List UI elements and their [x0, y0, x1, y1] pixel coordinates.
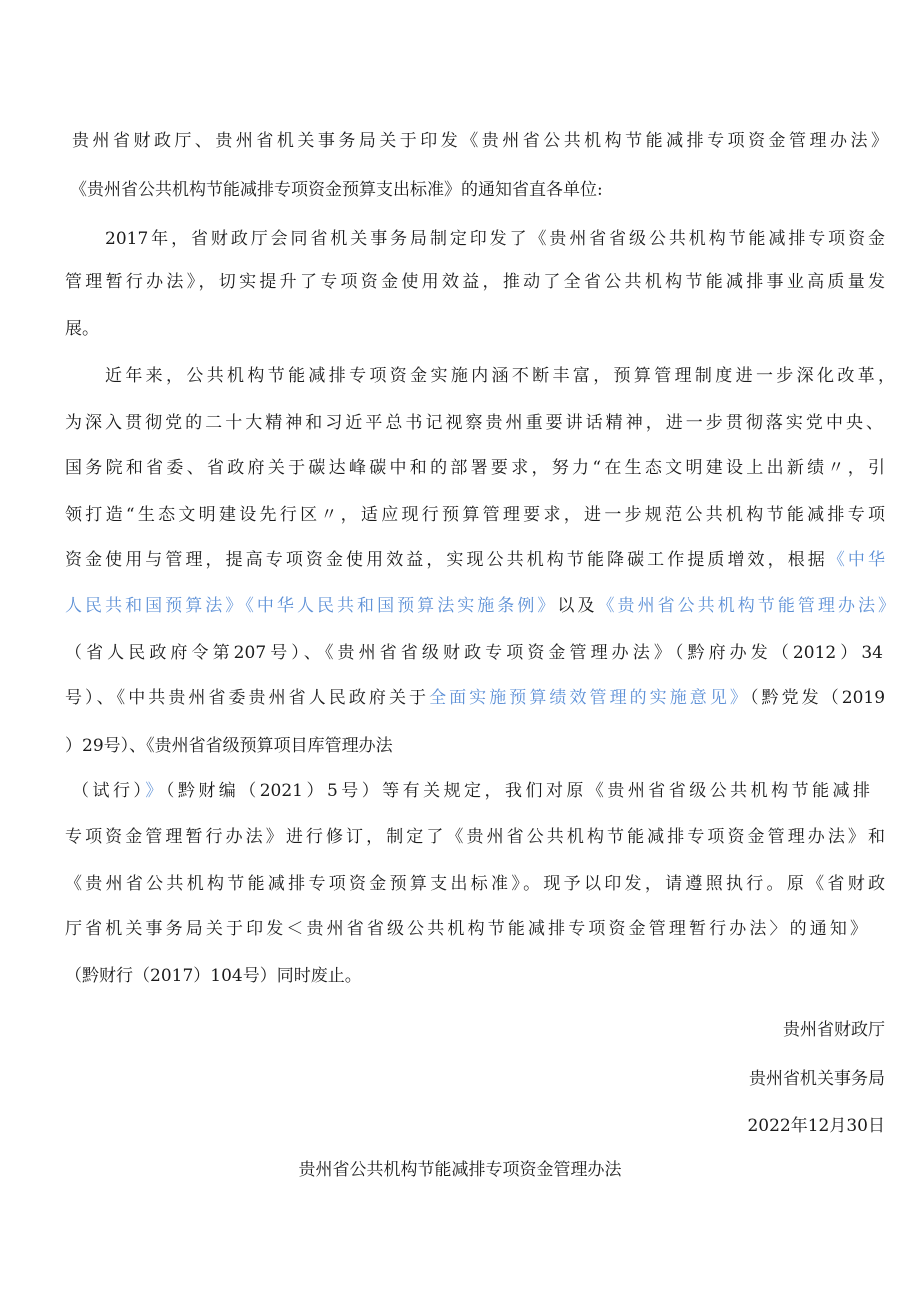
- link-energy-management-measures[interactable]: 《贵州省公共机构节能管理办法》: [597, 596, 896, 616]
- paragraph-text: 管理暂行办法》，切实提升了专项资金使用效益，推动了全省公共机构节能减排事业高质量发: [65, 272, 885, 292]
- paragraph-2-line-7: [65, 641, 883, 665]
- paragraph-text: 领打造“生态文明建设先行区〃，适应现行预算管理要求，进一步规范公共机构节能减排专项: [65, 505, 885, 525]
- paragraph-2-line-9: [65, 734, 393, 758]
- paragraph-3-line-2: [65, 825, 885, 849]
- attachment-title-text: 贵州省公共机构节能减排专项资金管理办法: [298, 1160, 622, 1180]
- link-budget-law[interactable]: 《中华: [827, 550, 886, 570]
- paragraph-text: ）29号）、《贵州省省级预算项目库管理办法: [65, 736, 393, 756]
- paragraph-text: 近年来，公共机构节能减排专项资金实施内涵不断丰富，预算管理制度进一步深化改革，: [105, 366, 895, 386]
- paragraph-text: （黔财编（2021）5号）等有关规定，我们对原《贵州省省级公共机构节能减排: [165, 781, 871, 801]
- paragraph-3-line-1: [72, 779, 870, 803]
- paragraph-1-line-3: [65, 317, 99, 341]
- date-text: 2022年12月30日: [747, 1116, 885, 1136]
- paragraph-2-line-6: [65, 594, 895, 618]
- link-budget-law-regulations[interactable]: 人民共和国预算法》《中华人民共和国预算法实施条例》: [65, 596, 558, 616]
- paragraph-text: 《贵州省公共机构节能减排专项资金预算支出标准》。现予以印发，请遵照执行。原《省财政: [65, 874, 885, 894]
- paragraph-3-line-4: [65, 917, 867, 941]
- paragraph-2-line-4: [65, 503, 885, 527]
- notice-heading-line-2: [70, 178, 603, 202]
- paragraph-3-line-5: [65, 964, 362, 988]
- issue-date: [747, 1114, 885, 1138]
- paragraph-text: （试行）: [72, 781, 146, 801]
- link-project-library-measures[interactable]: 》: [145, 781, 166, 801]
- heading-text-1: 贵州省财政厅、贵州省机关事务局关于印发《贵州省公共机构节能减排专项资金管理办法》: [72, 131, 888, 151]
- heading-text-2: 《贵州省公共机构节能减排专项资金预算支出标准》的通知省直各单位:: [70, 180, 603, 200]
- paragraph-1-line-2: [65, 270, 885, 294]
- paragraph-text: 以及: [557, 596, 598, 616]
- paragraph-text: 专项资金管理暂行办法》进行修订，制定了《贵州省公共机构节能减排专项资金管理办法》和: [65, 827, 885, 847]
- paragraph-2-line-5: [65, 548, 885, 572]
- link-performance-management-opinions[interactable]: 全面实施预算绩效管理的实施意见》: [429, 688, 750, 708]
- signatory-text: 贵州省财政厅: [783, 1020, 885, 1040]
- paragraph-1-line-1: [105, 227, 885, 251]
- signatory-text: 贵州省机关事务局: [749, 1069, 885, 1089]
- paragraph-text: 号）、《中共贵州省委贵州省人民政府关于: [65, 688, 430, 708]
- notice-heading-line-1: [72, 129, 888, 153]
- paragraph-text: （省人民政府令第207号）、《贵州省省级财政专项资金管理办法》（黔府办发（2012）34: [65, 643, 883, 663]
- paragraph-text: 国务院和省委、省政府关于碳达峰碳中和的部署要求，努力“在生态文明建设上出新绩〃，引: [65, 458, 885, 478]
- paragraph-text: （黔党发（2019: [749, 688, 886, 708]
- paragraph-text: 厅省机关事务局关于印发＜贵州省省级公共机构节能减排专项资金管理暂行办法〉的通知》: [65, 919, 867, 939]
- paragraph-text: 为深入贯彻党的二十大精神和习近平总书记视察贵州重要讲话精神，进一步贯彻落实党中央、: [65, 413, 883, 433]
- signatory-finance-department: [783, 1018, 885, 1042]
- paragraph-2-line-1: [105, 364, 895, 388]
- paragraph-text: 展。: [65, 319, 99, 339]
- paragraph-2-line-3: [65, 456, 885, 480]
- signatory-government-affairs-bureau: [749, 1067, 885, 1091]
- paragraph-text: 2017年，省财政厅会同省机关事务局制定印发了《贵州省省级公共机构节能减排专项资金: [105, 229, 885, 249]
- attachment-title: [0, 1158, 920, 1182]
- paragraph-3-line-3: [65, 872, 885, 896]
- paragraph-2-line-2: [65, 411, 883, 435]
- paragraph-text: 资金使用与管理，提高专项资金使用效益，实现公共机构节能降碳工作提质增效，根据: [65, 550, 828, 570]
- paragraph-2-line-8: [65, 686, 885, 710]
- paragraph-text: （黔财行（2017）104号）同时废止。: [65, 966, 362, 986]
